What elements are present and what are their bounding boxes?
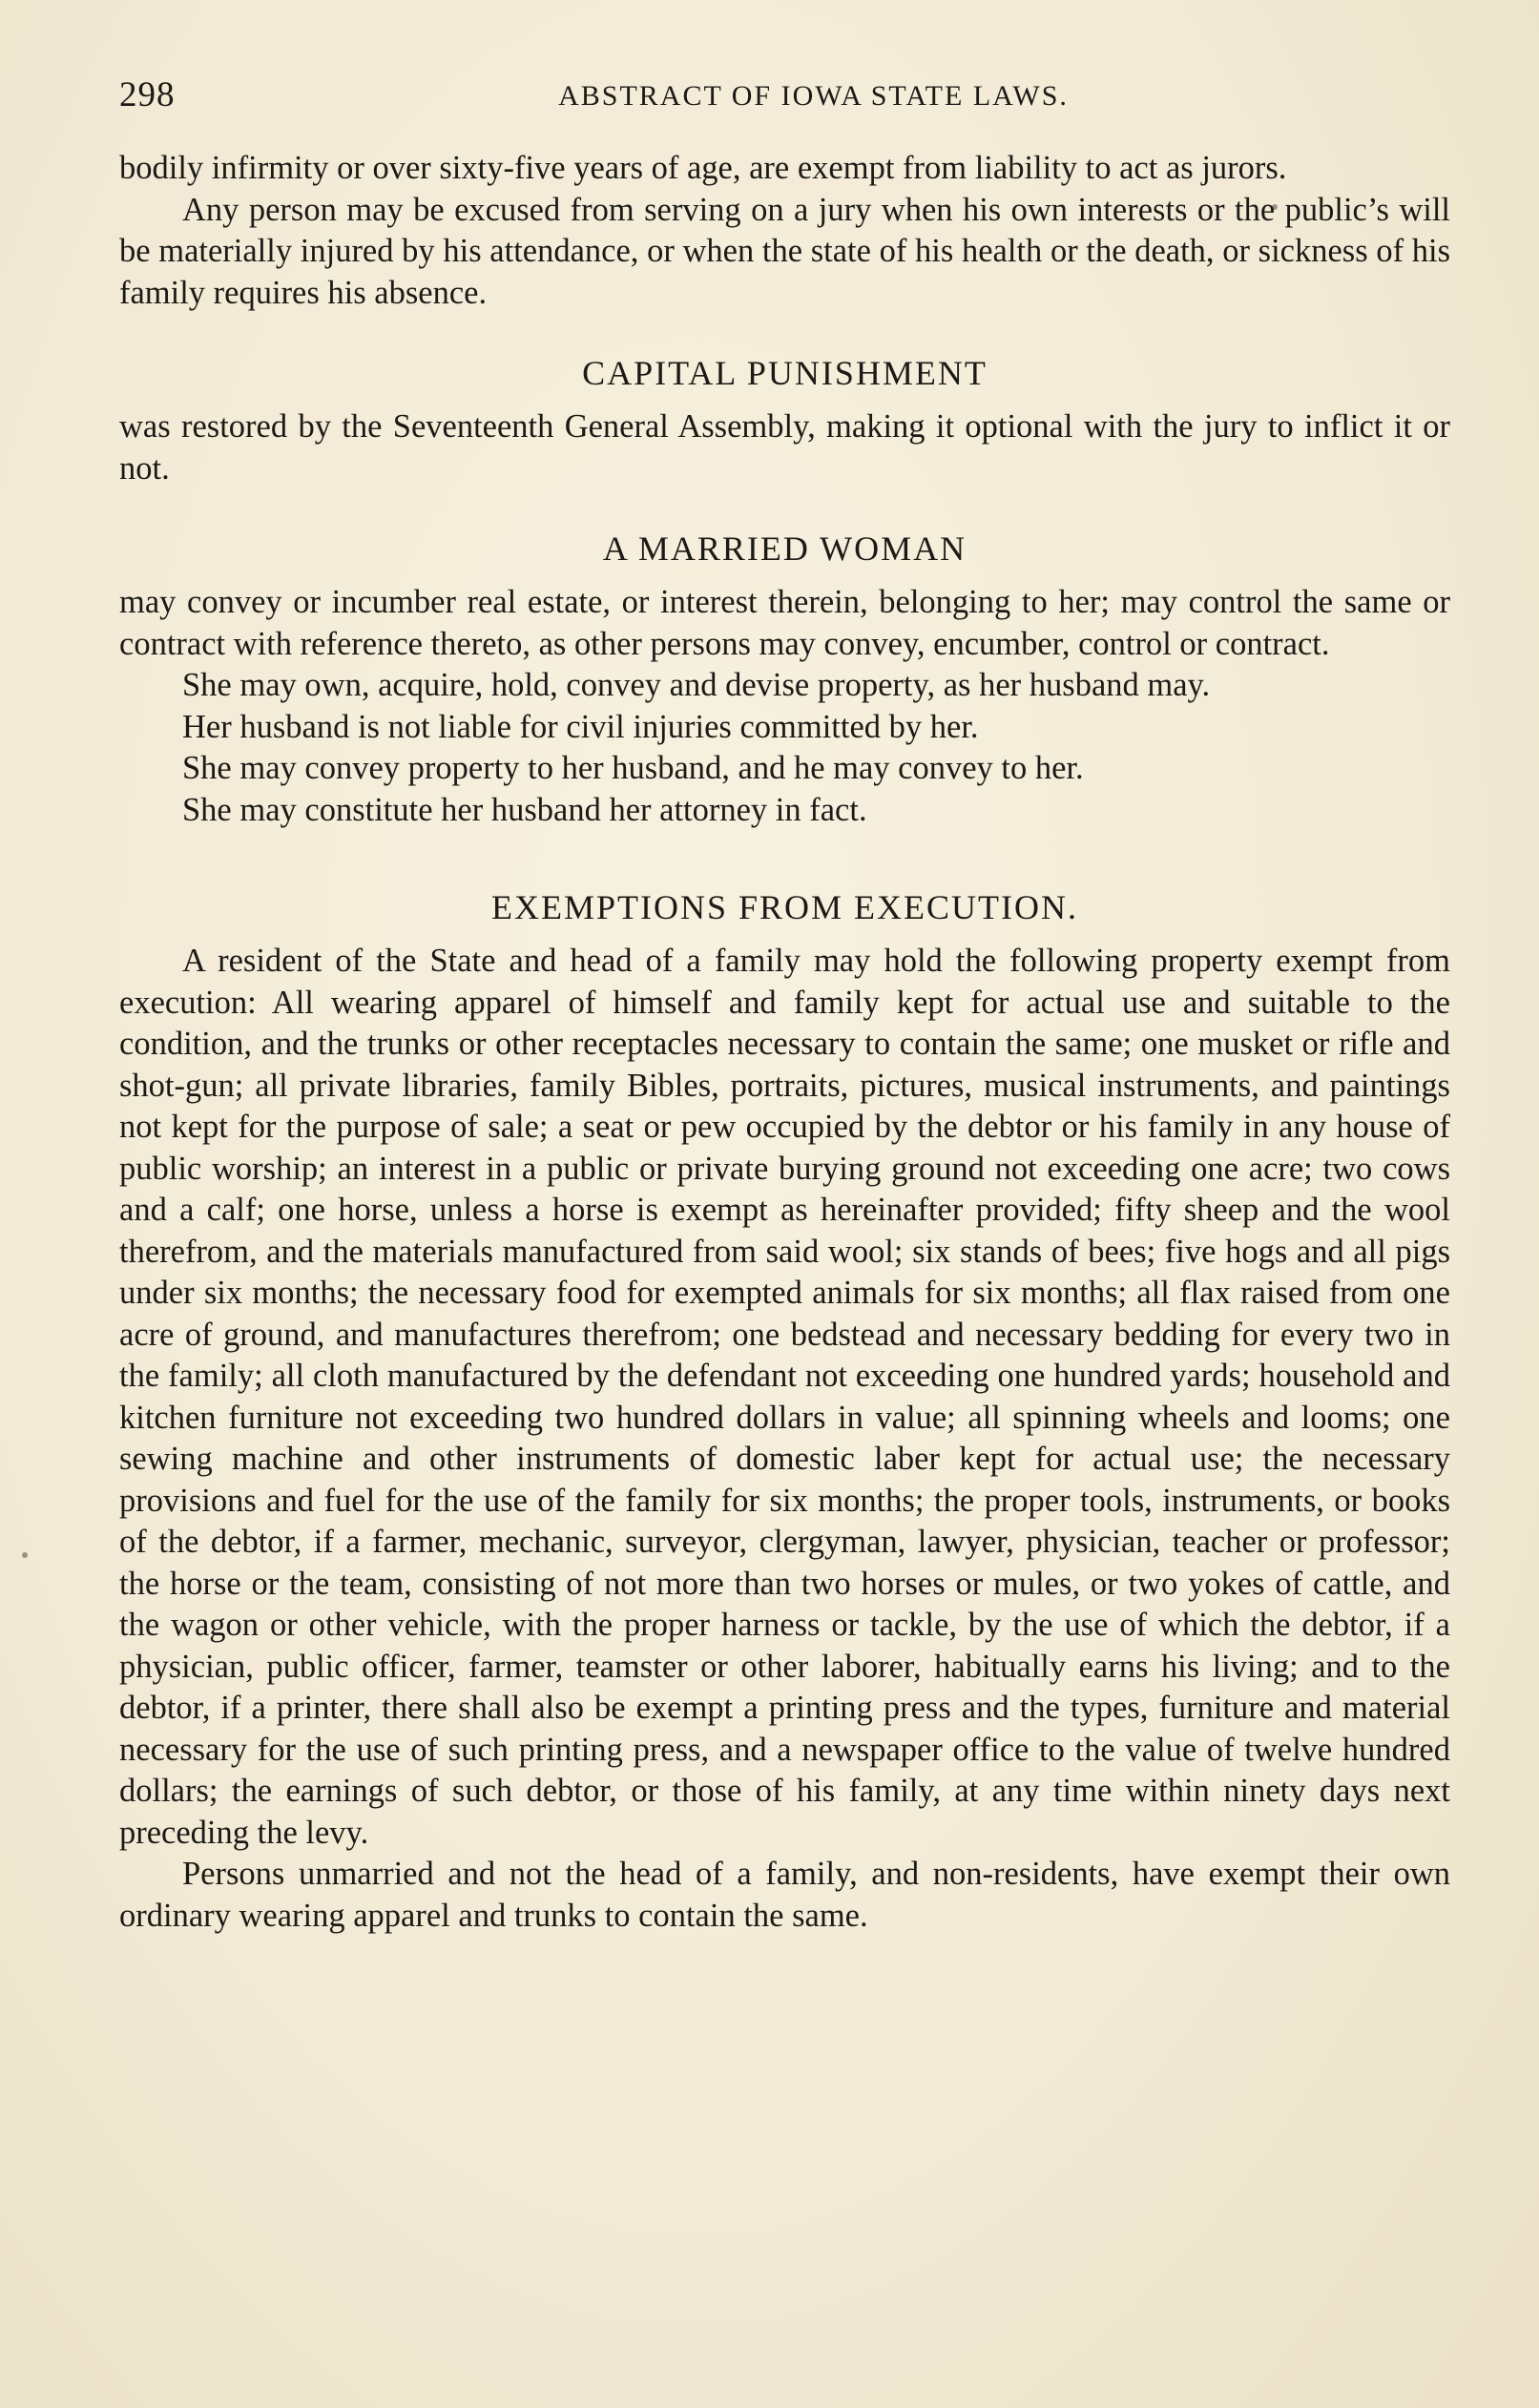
capital-punishment-text: was restored by the Seventeenth General Assembly, making it optional with the jury to inflict it or not. (119, 408, 1450, 487)
jurors-continuation: bodily infirmity or over sixty-five years of age, are exempt from liability to act as jurors. (119, 150, 1287, 186)
married-woman-paragraph: She may constitute her husband her attorney in fact. (182, 791, 867, 828)
jurors-excused-paragraph: Any person may be excused from serving on a jury when his own interests or the public’s will be materially injured by his attendance, or when the state of his health or the death, or sickness of his family requires his absence. (119, 191, 1450, 311)
married-woman-paragraph: may convey or incumber real estate, or interest therein, belonging to her; may control the same or contract with reference thereto, as other persons may convey, encumber, control or contract. (119, 584, 1450, 662)
section-heading-exemptions: EXEMPTIONS FROM EXECUTION. (490, 888, 1078, 926)
married-woman-paragraph: She may own, acquire, hold, convey and devise property, as her husband may. (182, 667, 1211, 703)
page-number: 298 (119, 75, 176, 114)
section-heading-capital-punishment: CAPITAL PUNISHMENT (582, 354, 988, 392)
married-woman-paragraph: Her husband is not liable for civil injuries committed by her. (182, 708, 979, 745)
exemptions-paragraph: A resident of the State and head of a family may hold the following property exempt from execution: All wearing apparel of himself and family kept for actual use and suitable to the condition, and the trunks or other receptacles necessary to contain the same; one musket or rifle and shot-gun; all private libraries, family Bibles, portraits, pictures, musical instruments, and paintings not kept for the purpose of sale; a seat or pew occupied by the debtor or his family in any house of public worship; an interest in a public or private burying ground not exceeding one acre; two cows and a calf; one horse, unless a horse is exempt as hereinafter provided; fifty sheep and the wool therefrom, and the materials manufactured from said wool; six stands of bees; five hogs and all pigs under six months; the necessary food for exempted animals for six months; all flax raised from one acre of ground, and manufactures therefrom; one bedstead and necessary bedding for every two in the family; all cloth manufactured by the defendant not exceeding one hundred yards; household and kitchen furniture not exceeding two hundred dollars in value; all spinning wheels and looms; one sewing machine and other instruments of domestic laber kept for actual use; the necessary provisions and fuel for the use of the family for six months; the proper tools, instruments, or books of the debtor, if a farmer, mechanic, surveyor, clergyman, lawyer, physician, teacher or professor; the horse or the team, consisting of not more than two horses or mules, or two yokes of cattle, and the wagon or other vehicle, with the proper harness or tackle, by the use of which the debtor, if a physician, public officer, farmer, teamster or other laborer, habitually earns his living; and to the debtor, if a printer, there shall also be exempt a printing press and the types, furniture and material necessary for the use of such printing press, and a newspaper office to the value of twelve hundred dollars; the earnings of such debtor, or those of his family, at any time within ninety days next preceding the levy. (119, 943, 1450, 1851)
exemptions-paragraph: Persons unmarried and not the head of a family, and non-residents, have exempt their own ordinary wearing apparel and trunks to contain the same. (119, 1856, 1450, 1934)
ink-speck (22, 1552, 28, 1558)
page-body (119, 148, 1450, 1937)
married-woman-paragraph: She may convey property to her husband, and he may convey to her. (182, 750, 1084, 786)
section-heading-married-woman: A MARRIED WOMAN (602, 529, 967, 568)
page-header (119, 74, 1450, 122)
running-title: ABSTRACT OF IOWA STATE LAWS. (558, 80, 1069, 112)
